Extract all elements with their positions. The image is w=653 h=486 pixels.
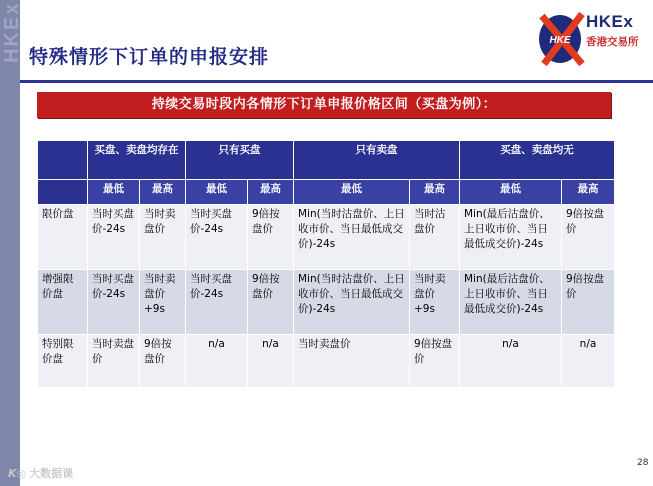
logo-badge-text: HKE [549, 35, 571, 46]
row-label: 增强限价盘 [38, 270, 88, 335]
table-cell: 当时买盘价-24s [186, 205, 248, 270]
table-cell: n/a [186, 335, 248, 388]
sub-header-max: 最高 [410, 180, 460, 205]
sub-header-min: 最低 [186, 180, 248, 205]
table-cell: 当时卖盘价+9s [140, 270, 186, 335]
table-cell: 9倍按盘价 [562, 205, 615, 270]
table-cell: n/a [562, 335, 615, 388]
hkex-emblem-icon [538, 10, 588, 66]
table-row [38, 270, 615, 335]
vertical-brand-text: HKEx [1, 2, 23, 64]
sub-header-min: 最低 [460, 180, 562, 205]
table-cell: 当时卖盘价+9s [410, 270, 460, 335]
sub-header-row [38, 180, 615, 205]
table-cell: 当时买盘价-24s [88, 205, 140, 270]
table-cell: 当时卖盘价 [140, 205, 186, 270]
table-cell: 当时买盘价-24s [186, 270, 248, 335]
slide-title: 特殊情形下订单的申报安排 [29, 46, 270, 68]
table-cell: 9倍按盘价 [562, 270, 615, 335]
table-cell: 9倍按盘价 [248, 270, 294, 335]
watermark [8, 465, 73, 481]
table-cell: 当时卖盘价 [294, 335, 410, 388]
logo-chinese-text: 香港交易所 [586, 36, 639, 48]
group-header-buy-only: 只有买盘 [186, 141, 294, 180]
watermark-logo-icon: K◎ [8, 467, 27, 480]
order-price-range-table [37, 140, 615, 388]
sub-header-max: 最高 [140, 180, 186, 205]
sub-header-corner [38, 180, 88, 205]
group-header-row [38, 141, 615, 180]
left-brand-bar [0, 0, 23, 486]
group-header-sell-only: 只有卖盘 [294, 141, 460, 180]
sub-header-min: 最低 [88, 180, 140, 205]
group-header-none: 买盘、卖盘均无 [460, 141, 615, 180]
sub-header-min: 最低 [294, 180, 410, 205]
table-cell: 当时沽盘价 [410, 205, 460, 270]
sub-header-max: 最高 [248, 180, 294, 205]
table-cell: n/a [460, 335, 562, 388]
page-number: 28 [637, 458, 649, 468]
title-divider [20, 80, 653, 83]
header-corner [38, 141, 88, 180]
table-cell: Min(最后沽盘价、上日收市价、当日最低成交价)-24s [460, 270, 562, 335]
table-cell: Min(当时沽盘价、上日收市价、当日最低成交价)-24s [294, 205, 410, 270]
logo-text: HKEx [586, 12, 634, 31]
table-row [38, 335, 615, 388]
table-cell: n/a [248, 335, 294, 388]
sub-header-max: 最高 [562, 180, 615, 205]
table-row [38, 205, 615, 270]
table-cell: 9倍按盘价 [248, 205, 294, 270]
table-cell: Min(当时沽盘价、上日收市价、当日最低成交价)-24s [294, 270, 410, 335]
table-cell: 9倍按盘价 [140, 335, 186, 388]
table-cell: 当时买盘价-24s [88, 270, 140, 335]
group-header-both: 买盘、卖盘均存在 [88, 141, 186, 180]
table-cell: Min(最后沽盘价、上日收市价、当日最低成交价)-24s [460, 205, 562, 270]
watermark-text: 大数据课 [29, 467, 74, 480]
row-label: 特别限价盘 [38, 335, 88, 388]
hkex-logo [538, 8, 650, 68]
table-cell: 9倍按盘价 [410, 335, 460, 388]
section-banner: 持续交易时段内各情形下订单申报价格区间（买盘为例）： [37, 92, 611, 118]
row-label: 限价盘 [38, 205, 88, 270]
table-cell: 当时卖盘价 [88, 335, 140, 388]
